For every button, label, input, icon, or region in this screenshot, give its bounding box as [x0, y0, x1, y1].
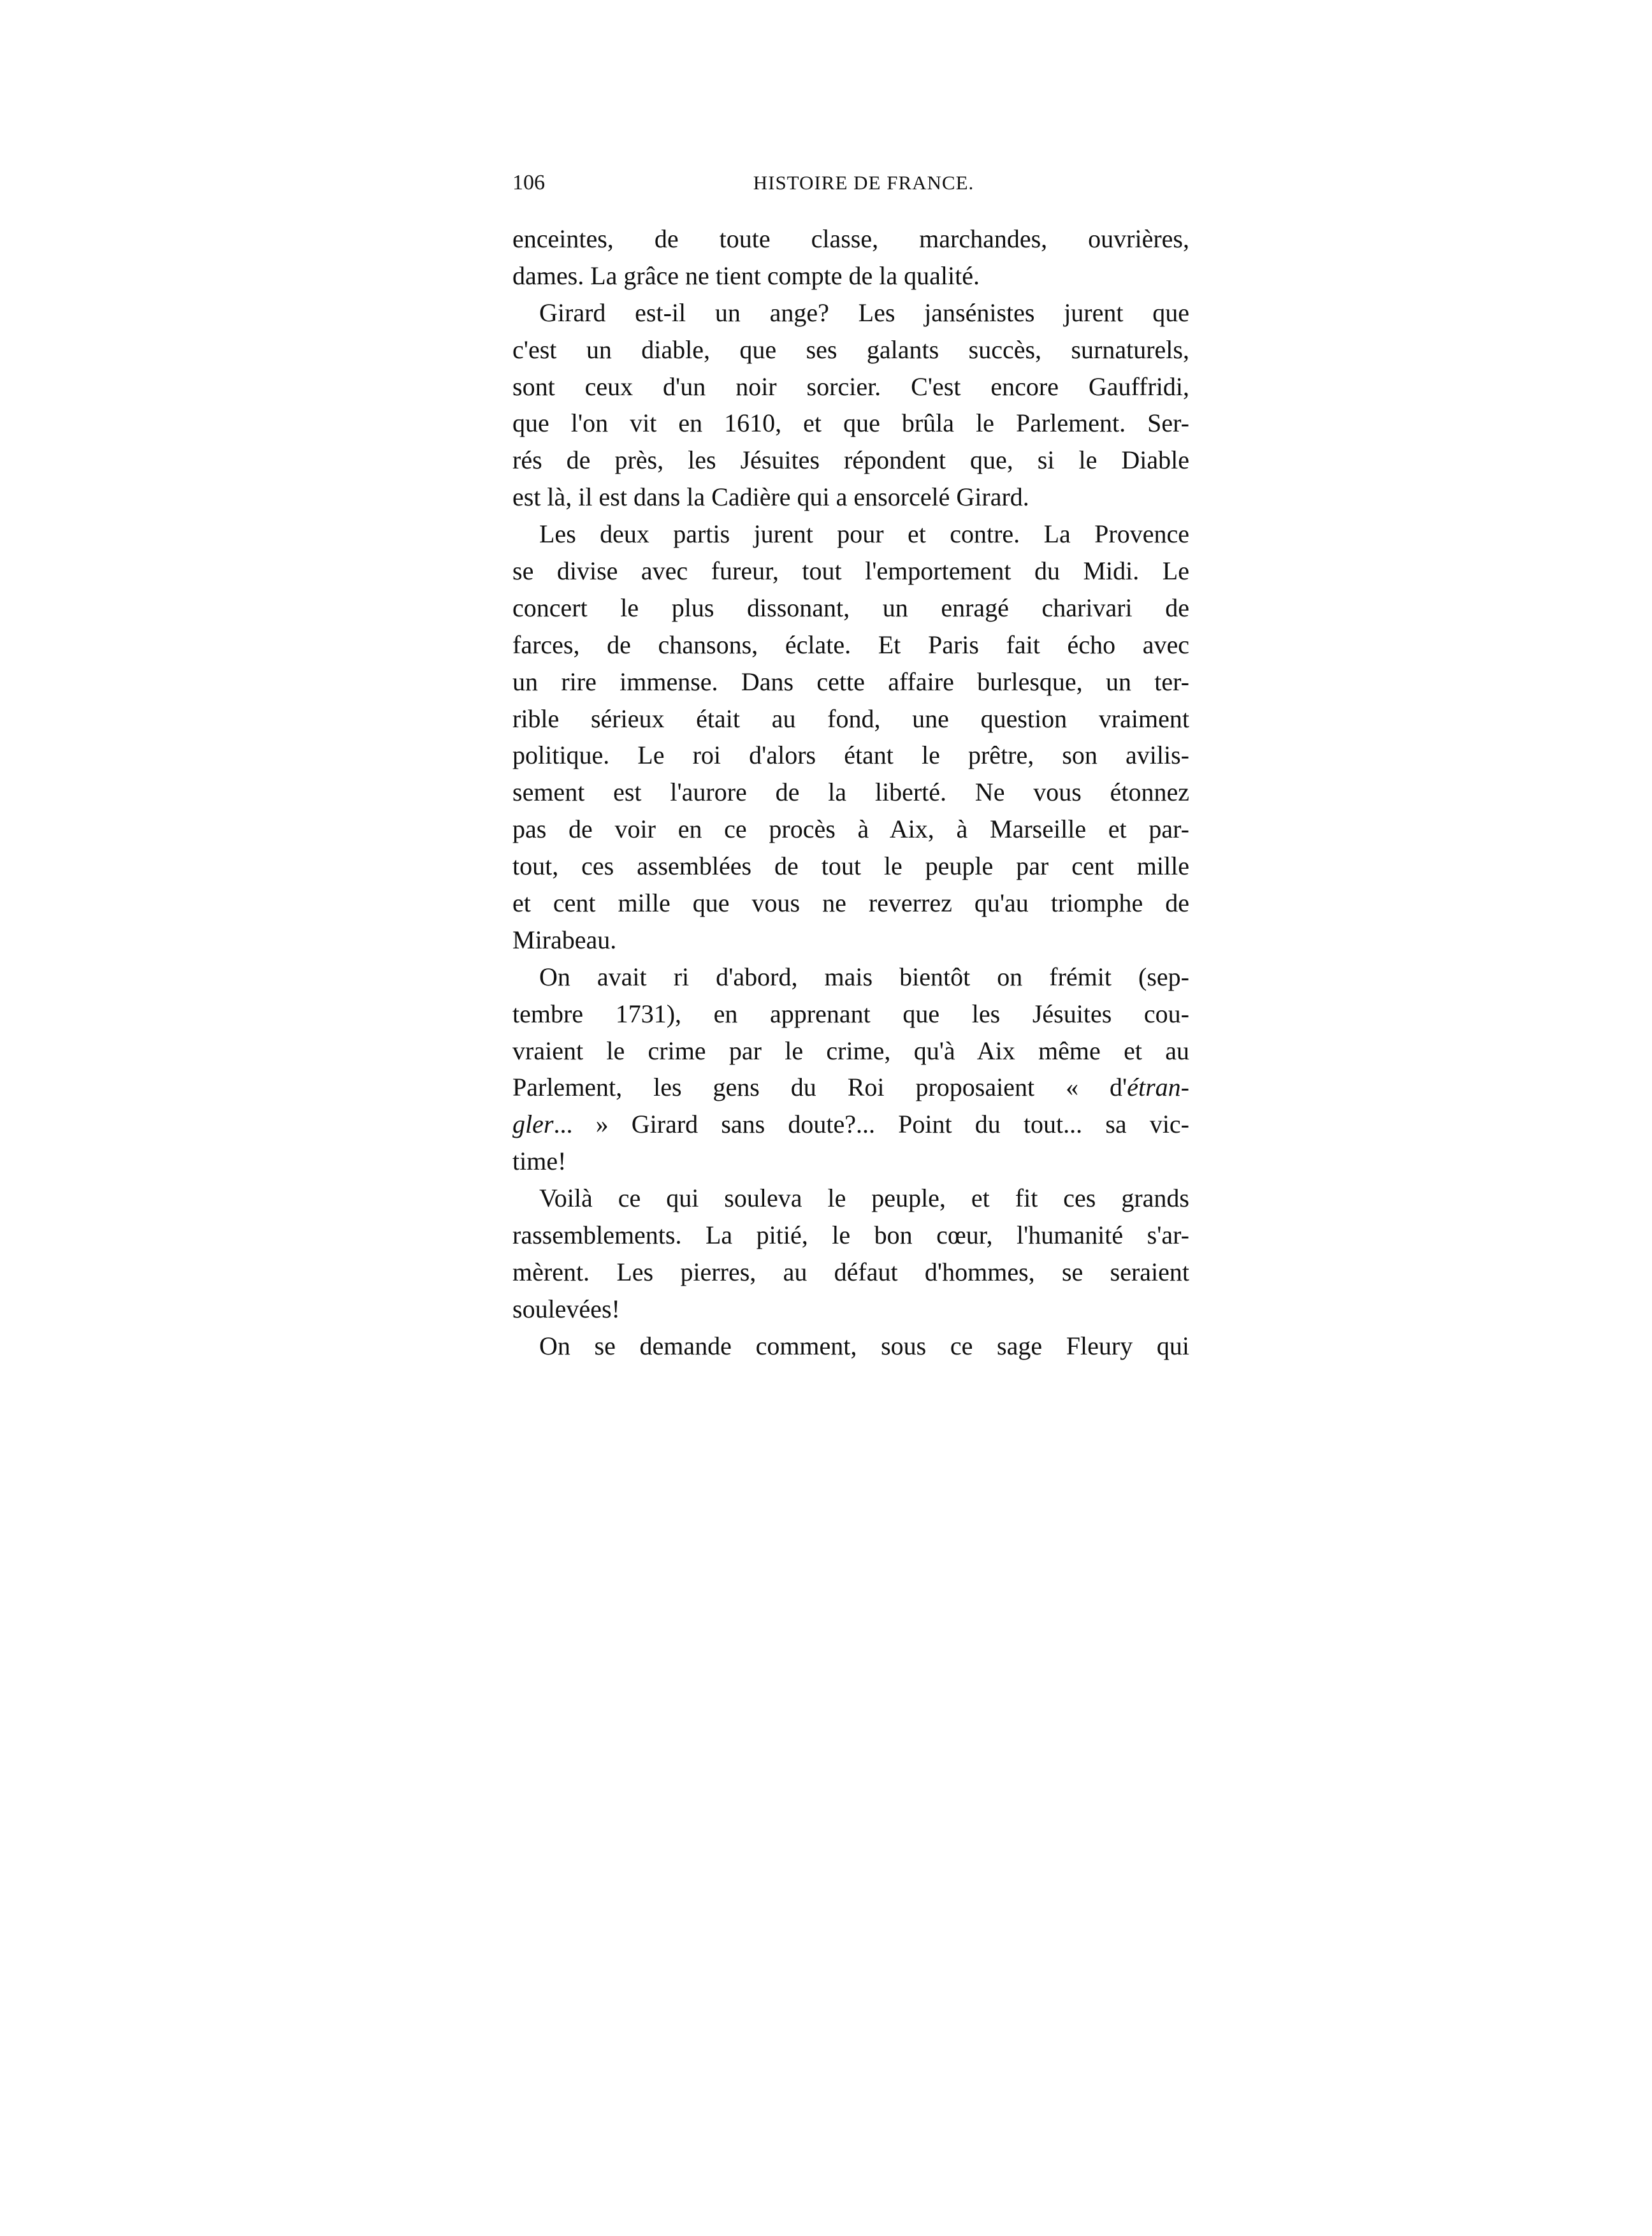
text-line: Mirabeau. — [512, 925, 617, 954]
text-line: farces, de chansons, éclate. Et Paris fait écho avec — [512, 630, 1189, 659]
text-segment: ... » Girard sans doute?... Point du tout... sa vic- — [553, 1110, 1189, 1139]
text-line: est là, il est dans la Cadière qui a ensorcelé Girard. — [512, 483, 1029, 512]
text-line: et cent mille que vous ne reverrez qu'au triomphe de — [512, 889, 1189, 918]
text-line: un rire immense. Dans cette affaire burlesque, un ter- — [512, 667, 1189, 696]
text-line: Girard est-il un ange? Les jansénistes jurent que — [539, 298, 1189, 327]
text-line: On avait ri d'abord, mais bientôt on frémit (sep- — [539, 962, 1189, 991]
text-line: mèrent. Les pierres, au défaut d'hommes, se seraient — [512, 1257, 1189, 1286]
text-line: sement est l'aurore de la liberté. Ne vous étonnez — [512, 778, 1189, 807]
text-line: sont ceux d'un noir sorcier. C'est encore Gauffridi, — [512, 372, 1189, 401]
text-line: Voilà ce qui souleva le peuple, et fit ces grands — [539, 1184, 1189, 1213]
text-line: time! — [512, 1147, 567, 1176]
body-text — [512, 221, 1189, 1365]
text-segment: Parlement, les gens du Roi proposaient « d' — [512, 1073, 1127, 1102]
italic-segment: étran- — [1127, 1073, 1189, 1102]
text-line: soulevées! — [512, 1294, 620, 1323]
text-line: enceintes, de toute classe, marchandes, ouvrières, — [512, 224, 1189, 253]
italic-segment: gler — [512, 1110, 554, 1139]
text-line — [512, 1069, 1189, 1106]
text-line: c'est un diable, que ses galants succès, surnaturels, — [512, 335, 1189, 364]
text-line: vraient le crime par le crime, qu'à Aix même et au — [512, 1036, 1189, 1065]
text-line: politique. Le roi d'alors étant le prêtre, son avilis- — [512, 741, 1189, 770]
running-title: HISTOIRE DE FRANCE. — [753, 171, 975, 194]
text-line: tout, ces assemblées de tout le peuple par cent mille — [512, 852, 1189, 881]
text-line: rés de près, les Jésuites répondent que, si le Diable — [512, 446, 1189, 475]
text-line: rassemblements. La pitié, le bon cœur, l'humanité s'ar- — [512, 1221, 1189, 1250]
text-line: rible sérieux était au fond, une question vraiment — [512, 704, 1189, 733]
page-number: 106 — [512, 171, 545, 194]
text-line: se divise avec fureur, tout l'emportement du Midi. Le — [512, 556, 1189, 586]
text-line: pas de voir en ce procès à Aix, à Marseille et par- — [512, 815, 1189, 844]
text-line: concert le plus dissonant, un enragé charivari de — [512, 593, 1189, 622]
text-line: Les deux partis jurent pour et contre. La Provence — [539, 519, 1189, 549]
text-line: dames. La grâce ne tient compte de la qualité. — [512, 261, 980, 290]
text-line: On se demande comment, sous ce sage Fleury qui — [539, 1331, 1189, 1360]
running-header — [512, 167, 1189, 199]
text-line: que l'on vit en 1610, et que brûla le Parlement. Ser- — [512, 409, 1189, 438]
text-line: tembre 1731), en apprenant que les Jésuites cou- — [512, 999, 1189, 1028]
text-line — [512, 1106, 1189, 1143]
